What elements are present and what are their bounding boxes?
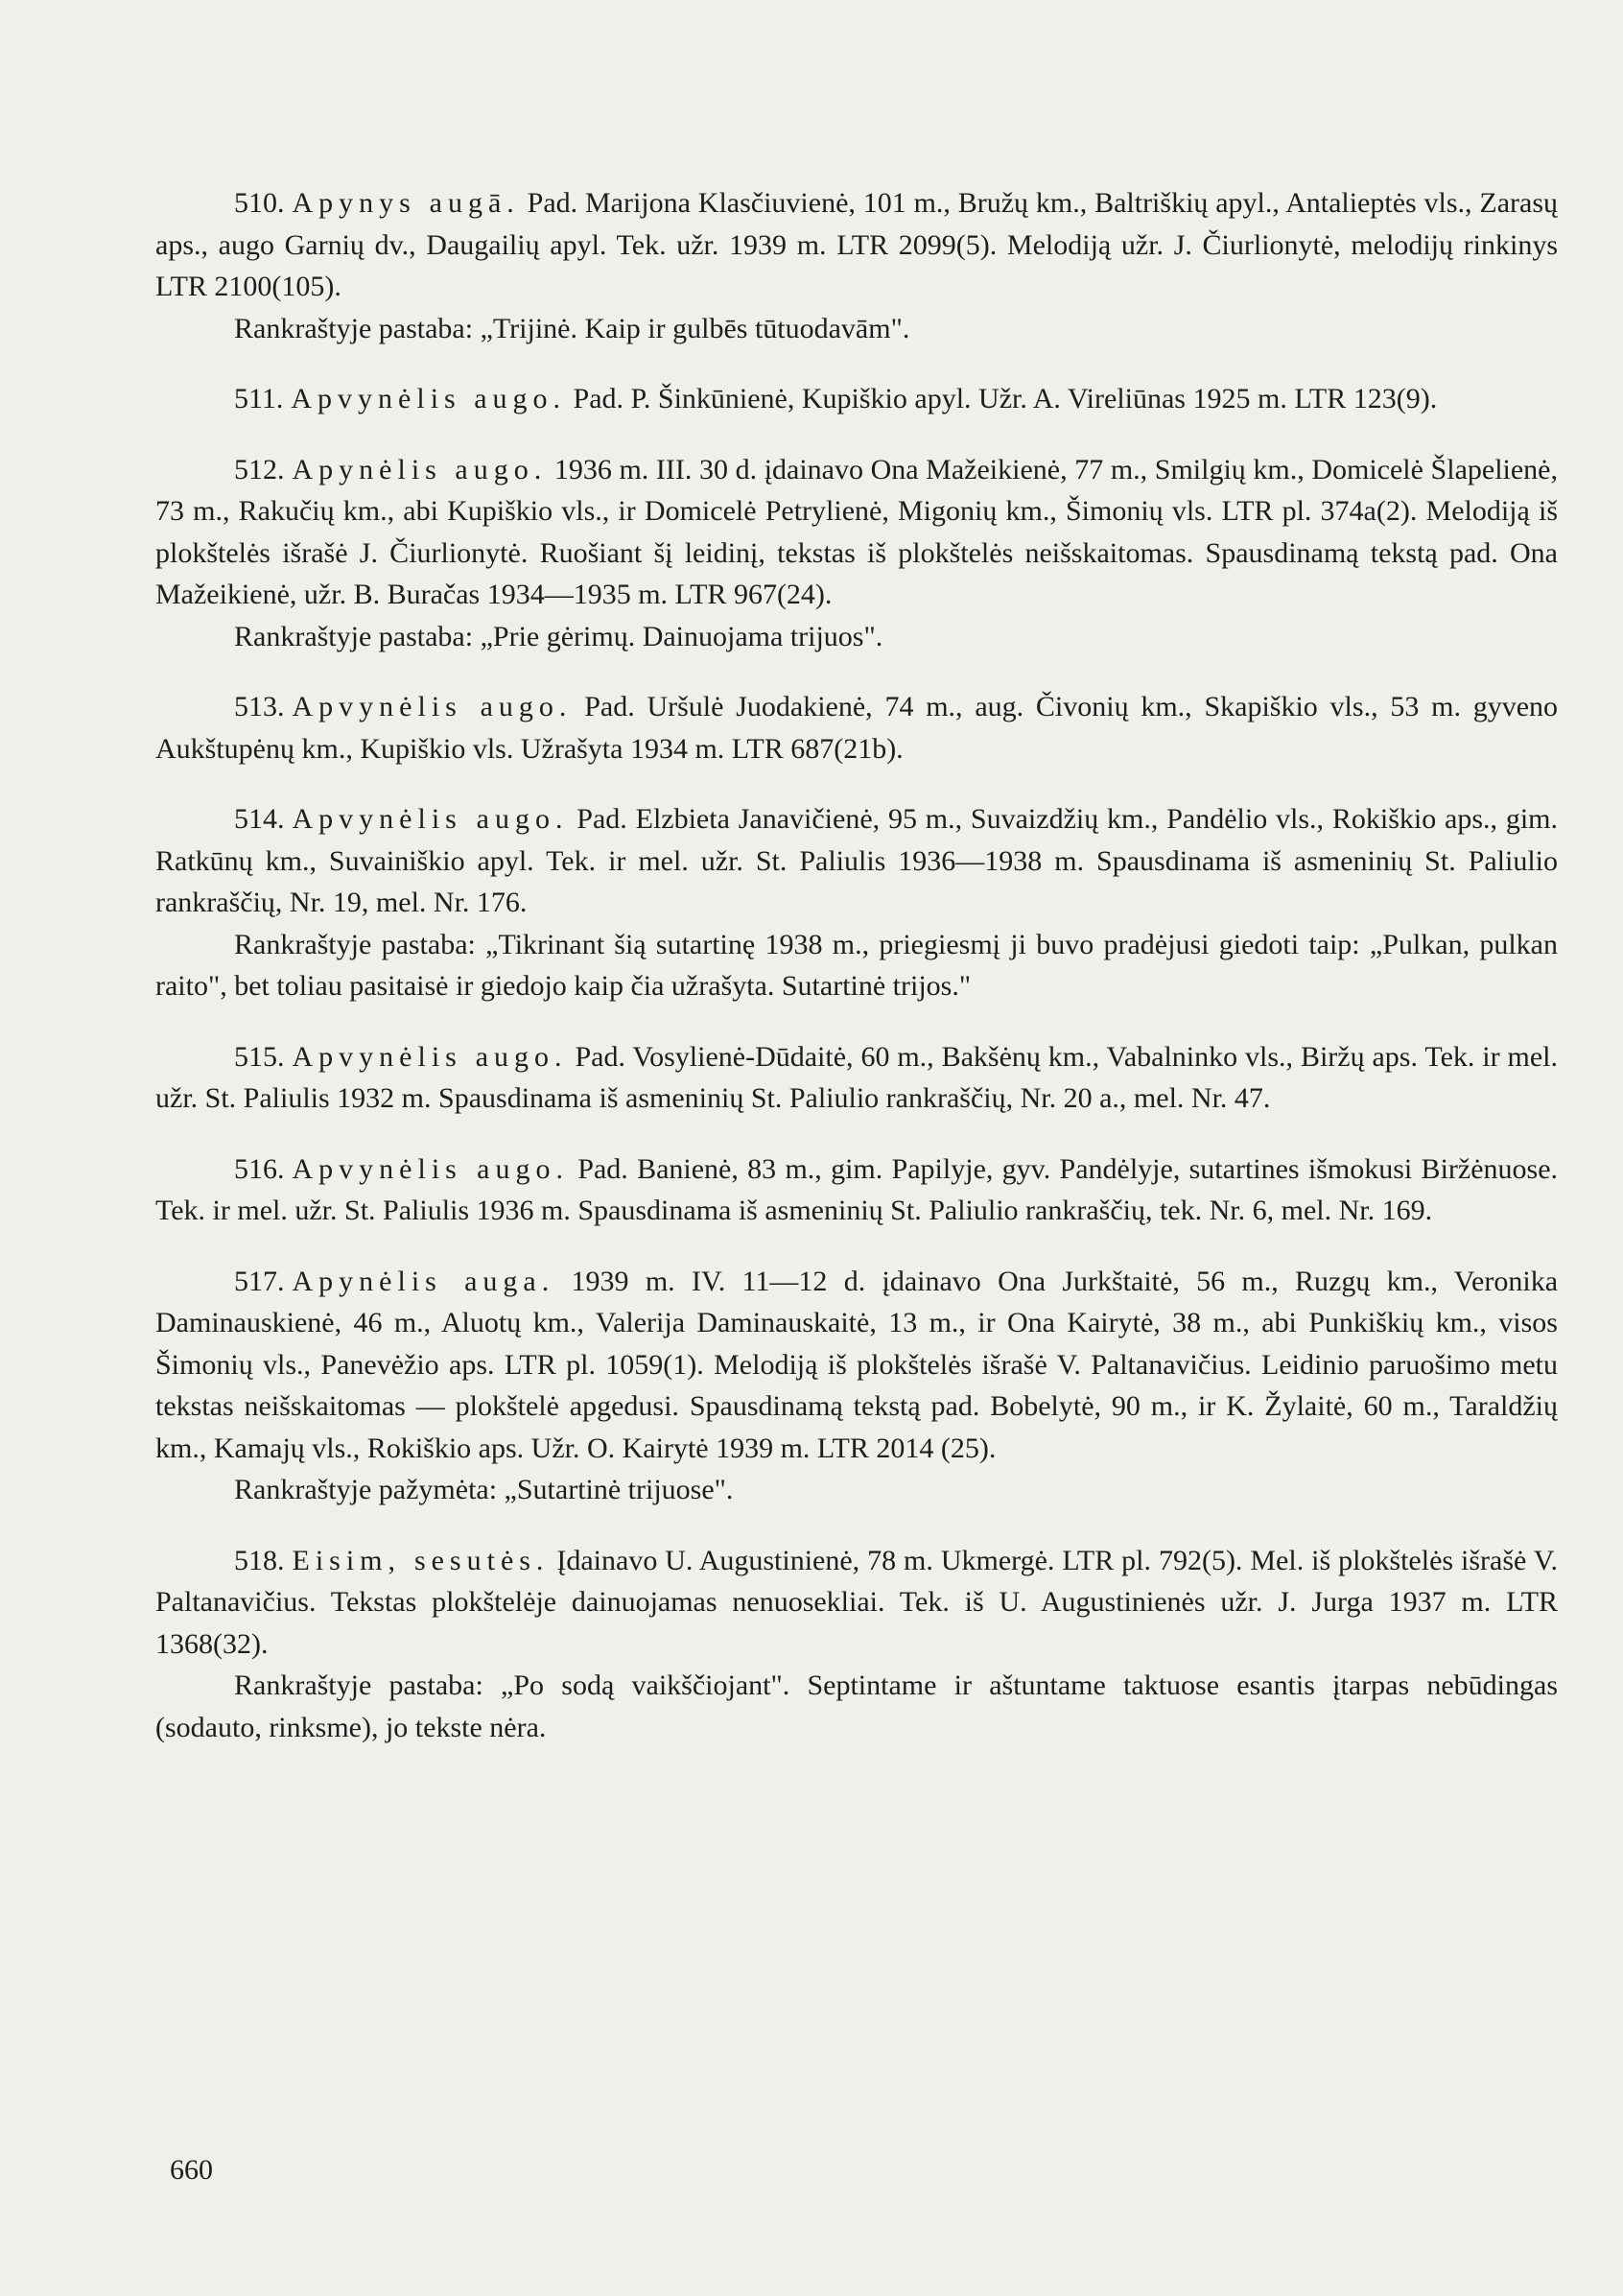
entry-number: 517. <box>234 1265 285 1297</box>
entry-text: Pad. Marijona Klasčiuvienė, 101 m., Bružų km., Baltriškių apyl., Antalieptės vls., Zarasų aps., augo Garnių dv., Daugailių apyl. Tek. užr. 1939 m. LTR 2099(5). Melodiją užr. J. Čiurlionytė, melodijų rinkinys LTR 2100(105). <box>155 187 1558 302</box>
entry-515 <box>155 1036 1558 1120</box>
entry-title: Apvynėlis augo. <box>292 691 573 722</box>
entry-text: Įdainavo U. Augustinienė, 78 m. Ukmergė. LTR pl. 792(5). Mel. iš plokštelės išrašė V. Paltanavičius. Tekstas plokštelėje dainuojamas nenuosekliai. Tek. iš U. Augustinienės užr. J. Jurga 1937 m. LTR 1368(32). <box>155 1544 1558 1660</box>
entry-number: 514. <box>234 803 285 835</box>
entry-note: Rankraštyje pažymėta: „Sutartinė trijuose". <box>234 1474 734 1505</box>
entry-note: Rankraštyje pastaba: „Po sodą vaikščiojant". Septintame ir aštuntame taktuose esantis įtarpas nebūdingas (sodauto, rinksme), jo tekste nėra. <box>155 1669 1558 1743</box>
entry-516 <box>155 1148 1558 1232</box>
entry-number: 516. <box>234 1152 285 1185</box>
entry-512 <box>155 449 1558 658</box>
entry-number: 510. <box>234 187 285 219</box>
entry-title: Apynėlis auga. <box>292 1265 555 1297</box>
entry-513 <box>155 686 1558 769</box>
entry-title: Eisim, sesutės. <box>292 1544 550 1576</box>
entry-title: Apynys augā. <box>292 187 520 219</box>
entry-title: Apvynėlis augo. <box>292 803 569 835</box>
entry-511 <box>155 378 1558 420</box>
entry-text: Pad. Banienė, 83 m., gim. Papilyje, gyv. Pandėlyje, sutartines išmokusi Biržėnuose. Tek. ir mel. užr. St. Paliulis 1936 m. Spausdinama iš asmeninių St. Paliulio rankraščių, tek. Nr. 6, mel. Nr. 169. <box>155 1152 1559 1226</box>
entry-text: 1936 m. III. 30 d. įdainavo Ona Mažeikienė, 77 m., Smilgių km., Domicelė Šlapelienė, 73 m., Rakučių km., abi Kupiškio vls., ir Domicelė Petrylienė, Migonių km., Šimonių vls. LTR pl. 374a(2). Melodiją iš plokštelės išrašė J. Čiurlionytė. Ruošiant šį leidinį, tekstas iš plokštelės neišskaitomas. Spausdinamą tekstą pad. Ona Mažeikienė, užr. B. Buračas 1934—1935 m. LTR 967(24). <box>155 453 1558 610</box>
entry-title: Apynėlis augo. <box>292 453 548 485</box>
entry-note: Rankraštyje pastaba: „Tikrinant šią sutartinę 1938 m., priegiesmį ji buvo pradėjusi giedoti taip: „Pulkan, pulkan raito", bet toliau pasitaisė ir giedojo kaip čia užrašyta. Sutartinė trijos." <box>155 928 1558 1002</box>
entry-note: Rankraštyje pastaba: „Prie gėrimų. Dainuojama trijuos". <box>234 620 883 652</box>
entry-text: Pad. Elzbieta Janavičienė, 95 m., Suvaizdžių km., Pandėlio vls., Rokiškio aps., gim. Ratkūnų km., Suvainiškio apyl. Tek. ir mel. užr. St. Paliulis 1936—1938 m. Spausdinama iš asmeninių St. Paliulio rankraščių, Nr. 19, mel. Nr. 176. <box>155 803 1559 918</box>
entry-510 <box>155 182 1558 349</box>
entry-text: Pad. Uršulė Juodakienė, 74 m., aug. Čivonių km., Skapiškio vls., 53 m. gyveno Aukštupėnų km., Kupiškio vls. Užrašyta 1934 m. LTR 687(21b). <box>155 691 1559 765</box>
entry-number: 515. <box>234 1040 285 1073</box>
entry-text: Pad. P. Šinkūnienė, Kupiškio apyl. Užr. A. Vireliūnas 1925 m. LTR 123(9). <box>573 383 1438 414</box>
entry-title: Apvynėlis augo. <box>292 1040 568 1073</box>
entry-title: Apvynėlis augo. <box>291 383 567 414</box>
entry-517 <box>155 1261 1558 1511</box>
entry-514 <box>155 798 1558 1007</box>
entry-number: 511. <box>234 383 284 414</box>
entry-number: 513. <box>234 691 285 722</box>
entry-note: Rankraštyje pastaba: „Trijinė. Kaip ir gulbēs tūtuodavām". <box>234 312 910 344</box>
page-number: 660 <box>170 2154 213 2186</box>
entry-text: Pad. Vosylienė-Dūdaitė, 60 m., Bakšėnų km., Vabalninko vls., Biržų aps. Tek. ir mel. užr. St. Paliulis 1932 m. Spausdinama iš asmeninių St. Paliulio rankraščių, Nr. 20 a., mel. Nr. 47. <box>155 1040 1558 1114</box>
entry-518 <box>155 1540 1558 1749</box>
entries-list <box>155 182 1558 1777</box>
entry-title: Apvynėlis augo. <box>292 1152 569 1185</box>
entry-number: 512. <box>234 453 285 485</box>
entry-number: 518. <box>234 1544 285 1576</box>
entry-text: 1939 m. IV. 11—12 d. įdainavo Ona Jurkštaitė, 56 m., Ruzgų km., Veronika Daminauskienė, 46 m., Aluotų km., Valerija Daminauskaitė, 13 m., ir Ona Kairytė, 38 m., abi Punkiškių km., visos Šimonių vls., Panevėžio aps. LTR pl. 1059(1). Melodiją iš plokštelės išrašė V. Paltanavičius. Leidinio paruošimo metu tekstas neišskaitomas — plokštelė apgedusi. Spausdinamą tekstą pad. Bobelytė, 90 m., ir K. Žylaitė, 60 m., Taraldžių km., Kamajų vls., Rokiškio aps. Užr. O. Kairytė 1939 m. LTR 2014 (25). <box>155 1265 1559 1464</box>
